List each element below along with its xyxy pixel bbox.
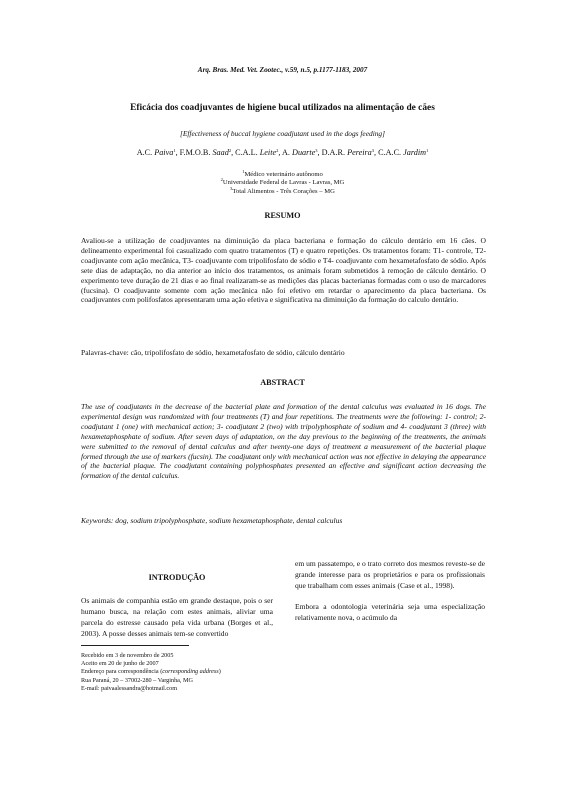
received-date: Recebido em 3 de novembro de 2005 (81, 652, 174, 659)
article-title: Eficácia dos coadjuvantes de higiene bucal utilizados na alimentação de cães (130, 103, 435, 113)
author: C.A.L. Leite$^2$, (235, 148, 283, 157)
affiliation: $^3$Total Alimentos - Três Corações – MG (230, 185, 335, 195)
resumo-text: Avaliou-se a utilização de coadjuvantes na diminuição da placa bacteriana e formação do cálculo dentário em 16 cães. O delineamento experimental foi casualizado com quatro tratamentos (T) e quatro repetições. Os tratamentos foram: T1- controle, T2- coadjuvante com ação mecânica, T3- coadjuvante com tripolifosfato de sódio e T4- coadjuvante com hexametafosfato de sódio. Após sete dias de adaptação, no dia anterior ao início dos tratamentos, os animais foram submetidos à remoção de cálculo dentário. O experimento teve duração de 21 dias e ao final realizaram-se as medições das placas bacterianas formadas com o uso de marcadores (fucsina). O coadjuvante somente com ação mecânica não foi efetivo em retardar o aparecimento da placa bacteriana. Os coadjuvantes com polifosfatos apresentaram uma ação efetiva e significativa na diminuição da formação do calculo dentário. (81, 236, 486, 305)
affiliation: $^1$Médico veterinário autônomo (242, 169, 323, 178)
footnote-divider (81, 645, 189, 646)
abstract-heading: ABSTRACT (260, 378, 305, 387)
author: F.M.O.B. Saad$^2$, (179, 148, 236, 157)
article-title-english: [Effectiveness of buccal hygiene coadjutant used in the dogs feeding] (179, 129, 386, 138)
accepted-date: Aceito em 20 de junho de 2007 (81, 660, 159, 668)
author-list (0, 148, 565, 157)
resumo-heading: RESUMO (264, 211, 301, 220)
affiliation: $^2$Universidade Federal de Lavras - Lavras, MG (220, 177, 345, 187)
author: D.A.R. Pereira$^3$, (321, 148, 379, 157)
affiliation-list (0, 171, 565, 196)
intro-paragraph: Embora a odontologia veterinária seja uma especialização relativamente nova, o acúmulo da (295, 602, 485, 623)
author: A. Duarte$^3$, (282, 148, 322, 157)
intro-heading: INTRODUÇÃO (148, 573, 206, 582)
intro-paragraph: Os animais de companhia estão em grande destaque, pois o ser humano busca, na relação com estes animais, aliviar uma parcela do estresse causado pela vida urbana (Borges et al., 2003). A posse desses animais tem-se convertido (81, 596, 273, 639)
journal-reference: Arq. Bras. Med. Vet. Zootec., v.59, n.5, p.1177-1183, 2007 (197, 66, 368, 74)
author: A.C. Paiva$^1$, (136, 148, 180, 157)
right-column (295, 558, 485, 623)
left-column (81, 573, 273, 639)
correspondence-street: Rua Paraná, 20 – 37002-280 – Varginha, MG (81, 676, 193, 684)
correspondence-email[interactable]: E-mail: paivaalessandra@hotmail.com (81, 684, 178, 692)
intro-paragraph: em um passatempo, e o trato correto dos mesmos reveste-se de grande interesse para os proprietários e para os profissionais que trabalham com esses animais (Case et al., 1998). (295, 559, 485, 591)
abstract-keywords: Keywords: dog, sodium tripolyphosphate, sodium hexametaphosphate, dental calculus (81, 516, 343, 525)
resumo-keywords: Palavras-chave: cão, tripolifosfato de sódio, hexametafosfato de sódio, cálculo dentário (81, 348, 345, 357)
correspondence-label: Endereço para correspondência (corresponding address) (81, 668, 221, 676)
author: C.A.C. Jardim$^1$ (378, 148, 429, 157)
abstract-text: The use of coadjutants in the decrease of the bacterial plate and formation of the dental calculus was evaluated in 16 dogs. The experimental design was randomized with four treatments (T) and four repetitions. The treatments were the following: 1- control; 2- coadjutant 1 (one) with mechanical action; 3- coadjutant 2 (two) with tripolyphosphate of sodium and 4- coadjutant 3 (three) with hexametaphosphate of sodium. After seven days of adaptation, on the day previous to the beginning of the treatments, the animals were submitted to the removal of dental calculus and after twenty-one days of treatment a measurement of the bacterial plaque formed through the use of markers (fucsin). The coadjutant only with mechanical action was not effective in delaying the appearance of the bacterial plaque. The coadjutant containing polyphosphates presented an effective and significant action decreasing the formation of the dental calculus. (81, 402, 486, 481)
footnotes (81, 652, 281, 693)
